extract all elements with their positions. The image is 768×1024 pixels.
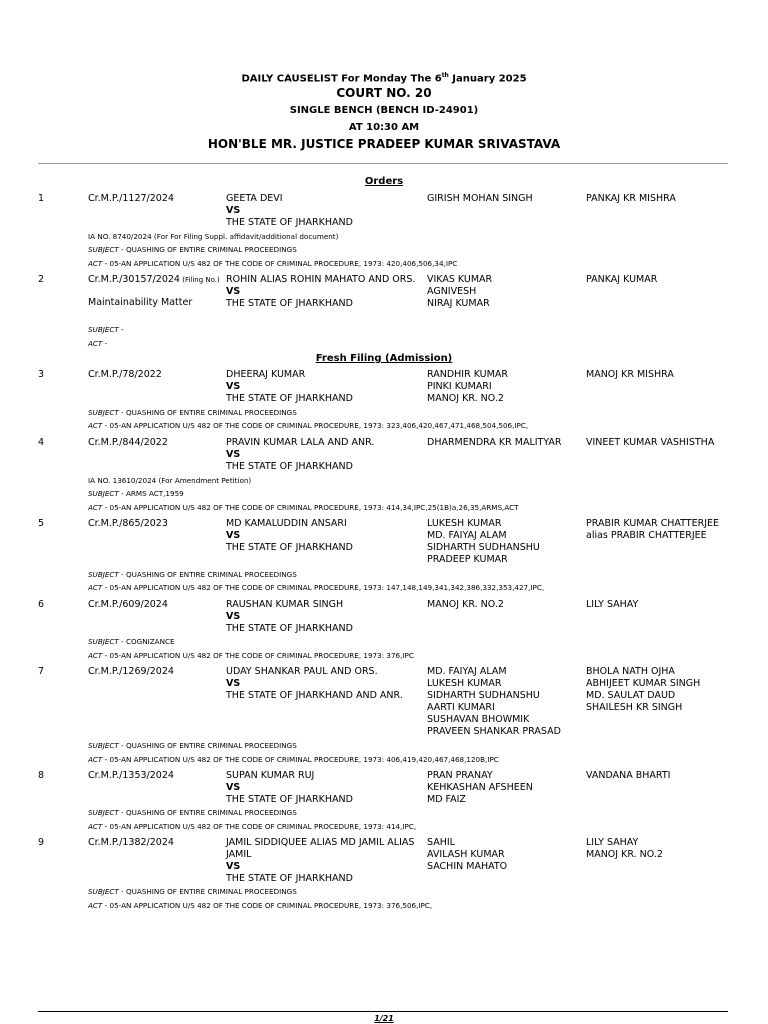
petitioner-advocate: NIRAJ KUMAR (427, 298, 490, 309)
respondent-advocate: alias PRABIR CHATTERJEE (586, 530, 707, 541)
petitioner-advocate: SIDHARTH SUDHANSHU (427, 542, 540, 553)
petitioner-advocate: AARTI KUMARI (427, 702, 495, 713)
petitioner-advocate: PRADEEP KUMAR (427, 554, 508, 565)
respondent-name: THE STATE OF JHARKHAND (226, 217, 353, 228)
case-subject: SUBJECT - QUASHING OF ENTIRE CRIMINAL PROCEEDINGS (88, 245, 297, 254)
case-act: ACT - 05-AN APPLICATION U/S 482 OF THE CODE OF CRIMINAL PROCEDURE, 1973: 406,419,420,467,468,120B,IPC (88, 755, 499, 764)
page-number: 1/21 (374, 1014, 394, 1023)
case-number: Cr.M.P./865/2023 (88, 518, 168, 529)
ia-note: IA NO. 8740/2024 (For For Filing Suppl. affidavit/additional document) (88, 232, 339, 241)
petitioner-advocate: MD. FAIYAJ ALAM (427, 530, 507, 541)
case-serial: 6 (38, 599, 45, 610)
petitioner-advocate: MD. FAIYAJ ALAM (427, 666, 507, 677)
petitioner-name: DHEERAJ KUMAR (226, 369, 306, 380)
case-number: Cr.M.P./844/2022 (88, 437, 168, 448)
case-serial: 7 (38, 666, 45, 677)
respondent-advocate: ABHIJEET KUMAR SINGH (586, 678, 701, 689)
petitioner-advocate: SACHIN MAHATO (427, 861, 508, 872)
respondent-name: THE STATE OF JHARKHAND (226, 461, 353, 472)
petitioner-advocate: AGNIVESH (427, 286, 477, 297)
respondent-advocate: VINEET KUMAR VASHISTHA (586, 437, 715, 448)
respondent-advocate: LILY SAHAY (586, 599, 639, 610)
versus-label: VS (226, 861, 241, 872)
case-act: ACT - 05-AN APPLICATION U/S 482 OF THE CODE OF CRIMINAL PROCEDURE, 1973: 420,406,506,34,IPC (88, 259, 458, 268)
petitioner-advocate: PINKI KUMARI (427, 381, 492, 392)
bench-info: SINGLE BENCH (BENCH ID-24901) (289, 105, 479, 116)
case-number: Cr.M.P./78/2022 (88, 369, 162, 380)
respondent-advocate: PANKAJ KR MISHRA (586, 193, 676, 204)
petitioner-advocate: LUKESH KUMAR (427, 678, 502, 689)
judge-name: HON'BLE MR. JUSTICE PRADEEP KUMAR SRIVASTAVA (207, 137, 561, 151)
case-act: ACT - (88, 339, 108, 348)
versus-label: VS (226, 381, 241, 392)
petitioner-advocate: SIDHARTH SUDHANSHU (427, 690, 540, 701)
case-subject: SUBJECT - QUASHING OF ENTIRE CRIMINAL PROCEEDINGS (88, 408, 297, 417)
petitioner-advocate: AVILASH KUMAR (427, 849, 505, 860)
causelist-date-heading: DAILY CAUSELIST For Monday The 6th January 2025 (241, 72, 527, 85)
header-divider (38, 163, 728, 164)
versus-label: VS (226, 286, 241, 297)
petitioner-advocate: PRAVEEN SHANKAR PRASAD (427, 726, 561, 737)
hearing-time: AT 10:30 AM (348, 122, 420, 133)
case-number: Cr.M.P./609/2024 (88, 599, 168, 610)
case-subject: SUBJECT - ARMS ACT,1959 (88, 489, 184, 498)
case-serial: 2 (38, 274, 45, 285)
case-serial: 8 (38, 770, 45, 781)
versus-label: VS (226, 611, 241, 622)
case-extra-note: Maintainability Matter (88, 297, 193, 308)
case-serial: 4 (38, 437, 45, 448)
court-number: COURT NO. 20 (336, 86, 432, 100)
versus-label: VS (226, 449, 241, 460)
versus-label: VS (226, 530, 241, 541)
case-serial: 5 (38, 518, 45, 529)
respondent-advocate: MD. SAULAT DAUD (586, 690, 676, 701)
case-serial: 1 (38, 193, 45, 204)
case-number: Cr.M.P./1269/2024 (88, 666, 174, 677)
case-act: ACT - 05-AN APPLICATION U/S 482 OF THE CODE OF CRIMINAL PROCEDURE, 1973: 414,IPC, (88, 822, 417, 831)
respondent-name: THE STATE OF JHARKHAND (226, 298, 353, 309)
ia-note: IA NO. 13610/2024 (For Amendment Petition) (88, 476, 252, 485)
case-subject: SUBJECT - QUASHING OF ENTIRE CRIMINAL PROCEEDINGS (88, 887, 297, 896)
petitioner-name: SUPAN KUMAR RUJ (226, 770, 315, 781)
petitioner-name: MD KAMALUDDIN ANSARI (226, 518, 347, 529)
case-subject: SUBJECT - QUASHING OF ENTIRE CRIMINAL PROCEEDINGS (88, 570, 297, 579)
petitioner-name: GEETA DEVI (226, 193, 283, 204)
case-serial: 3 (38, 369, 45, 380)
case-act: ACT - 05-AN APPLICATION U/S 482 OF THE CODE OF CRIMINAL PROCEDURE, 1973: 147,148,149,341,342,386,332,353,427,IPC, (88, 583, 545, 592)
section-heading-orders: Orders (364, 176, 404, 187)
case-number: Cr.M.P./30157/2024 (Filing No.) (88, 274, 220, 285)
respondent-advocate: MANOJ KR. NO.2 (586, 849, 663, 860)
versus-label: VS (226, 782, 241, 793)
petitioner-name: RAUSHAN KUMAR SINGH (226, 599, 344, 610)
case-act: ACT - 05-AN APPLICATION U/S 482 OF THE CODE OF CRIMINAL PROCEDURE, 1973: 323,406,420,467,471,468,504,506,IPC, (88, 421, 529, 430)
case-number: Cr.M.P./1353/2024 (88, 770, 174, 781)
petitioner-advocate: RANDHIR KUMAR (427, 369, 508, 380)
case-number: Cr.M.P./1127/2024 (88, 193, 174, 204)
petitioner-advocate: PRAN PRANAY (427, 770, 493, 781)
case-act: ACT - 05-AN APPLICATION U/S 482 OF THE CODE OF CRIMINAL PROCEDURE, 1973: 376,IPC (88, 651, 414, 660)
case-number: Cr.M.P./1382/2024 (88, 837, 174, 848)
petitioner-advocate: LUKESH KUMAR (427, 518, 502, 529)
respondent-advocate: MANOJ KR MISHRA (586, 369, 674, 380)
footer-divider (38, 1011, 728, 1012)
versus-label: VS (226, 678, 241, 689)
petitioner-advocate: KEHKASHAN AFSHEEN (427, 782, 533, 793)
petitioner-advocate: DHARMENDRA KR MALITYAR (427, 437, 562, 448)
respondent-name: THE STATE OF JHARKHAND (226, 794, 353, 805)
section-heading-fresh-filing: Fresh Filing (Admission) (315, 353, 453, 364)
petitioner-advocate: SUSHAVAN BHOWMIK (427, 714, 530, 725)
respondent-advocate: LILY SAHAY (586, 837, 639, 848)
petitioner-name: PRAVIN KUMAR LALA AND ANR. (226, 437, 375, 448)
petitioner-advocate: GIRISH MOHAN SINGH (427, 193, 533, 204)
case-serial: 9 (38, 837, 45, 848)
petitioner-name: JAMIL SIDDIQUEE ALIAS MD JAMIL ALIAS JAMIL (226, 837, 415, 860)
respondent-name: THE STATE OF JHARKHAND (226, 542, 353, 553)
respondent-advocate: PRABIR KUMAR CHATTERJEE (586, 518, 720, 529)
respondent-name: THE STATE OF JHARKHAND (226, 873, 353, 884)
case-act: ACT - 05-AN APPLICATION U/S 482 OF THE CODE OF CRIMINAL PROCEDURE, 1973: 376,506,IPC, (88, 901, 433, 910)
case-act: ACT - 05-AN APPLICATION U/S 482 OF THE CODE OF CRIMINAL PROCEDURE, 1973: 414,34,IPC,25(1B)a,26,35,ARMS,ACT (88, 503, 519, 512)
petitioner-name: UDAY SHANKAR PAUL AND ORS. (226, 666, 378, 677)
respondent-name: THE STATE OF JHARKHAND (226, 623, 353, 634)
case-subject: SUBJECT - QUASHING OF ENTIRE CRIMINAL PROCEEDINGS (88, 741, 297, 750)
respondent-advocate: VANDANA BHARTI (586, 770, 671, 781)
respondent-name: THE STATE OF JHARKHAND (226, 393, 353, 404)
petitioner-advocate: MANOJ KR. NO.2 (427, 393, 504, 404)
versus-label: VS (226, 205, 241, 216)
respondent-advocate: PANKAJ KUMAR (586, 274, 658, 285)
respondent-advocate: SHAILESH KR SINGH (586, 702, 683, 713)
respondent-name: THE STATE OF JHARKHAND AND ANR. (226, 690, 403, 701)
case-subject: SUBJECT - (88, 325, 124, 334)
petitioner-advocate: VIKAS KUMAR (427, 274, 493, 285)
petitioner-advocate: SAHIL (427, 837, 455, 848)
petitioner-advocate: MANOJ KR. NO.2 (427, 599, 504, 610)
case-subject: SUBJECT - COGNIZANCE (88, 637, 175, 646)
respondent-advocate: BHOLA NATH OJHA (586, 666, 675, 677)
petitioner-advocate: MD FAIZ (427, 794, 466, 805)
petitioner-name: ROHIN ALIAS ROHIN MAHATO AND ORS. (226, 274, 416, 285)
case-subject: SUBJECT - QUASHING OF ENTIRE CRIMINAL PROCEEDINGS (88, 808, 297, 817)
